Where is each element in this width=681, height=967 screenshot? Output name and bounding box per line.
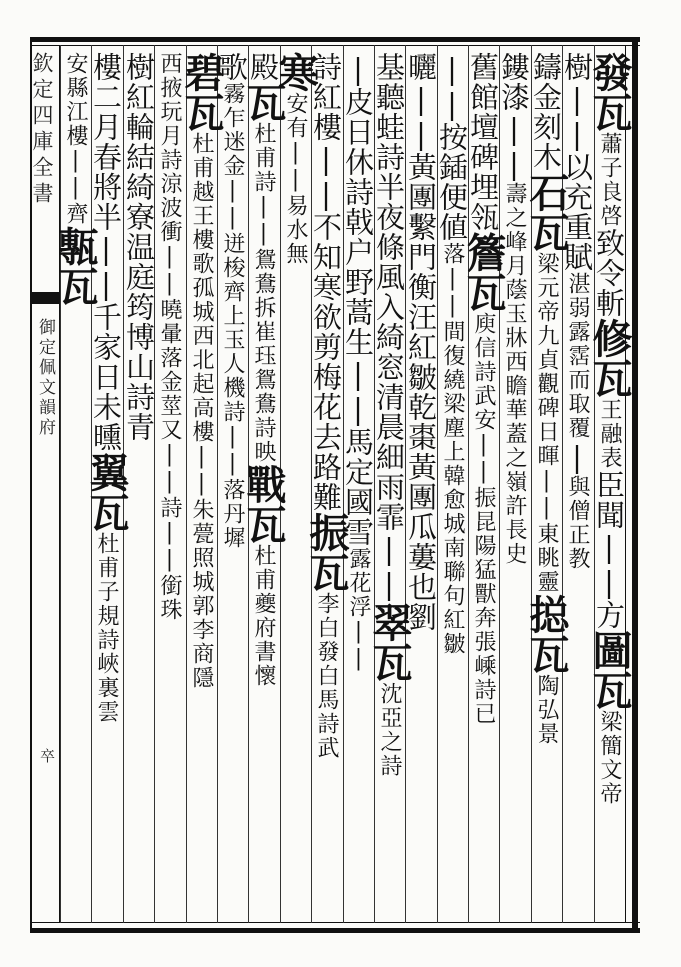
annotation-text: 落||間復繞梁塵上韓愈城南聯句紅皺 — [440, 242, 465, 656]
annotation-text: 梁簡文帝 — [597, 710, 622, 806]
annotation-text: 杜甫子規詩峽裏雲 — [94, 532, 119, 724]
annotation-text: 陶弘景 — [534, 674, 559, 746]
frame-top-rule — [30, 37, 640, 42]
body-text: 臣聞| — [592, 470, 626, 565]
annotation-text: 安縣江樓||齊 — [63, 52, 88, 226]
body-text: |方 — [592, 565, 626, 630]
headword: 戰瓦 — [240, 464, 287, 544]
text-column — [303, 52, 350, 918]
annotation-text: 與僧正教 — [565, 475, 590, 571]
headword: 石瓦 — [523, 172, 570, 252]
annotation-text: 沈亞之詩 — [377, 682, 402, 778]
margin-subtitle: 御定佩文韻府 — [35, 318, 55, 438]
text-column — [215, 52, 249, 918]
body-text: 曬||黃團繫門衡汪紅皺乾棗黃團瓜蔞也劉 — [404, 52, 438, 632]
frame-top-inner-rule — [30, 45, 640, 46]
annotation-text: 李白發白馬詩武 — [314, 592, 339, 760]
annotation-text: 安有||易水無 — [283, 92, 308, 266]
text-column — [178, 52, 225, 918]
body-text: ||按鍤便値 — [435, 52, 469, 242]
annotation-text: 湛弱露霑而取覆 — [565, 272, 590, 440]
body-text: | — [560, 440, 594, 475]
text-column — [460, 52, 507, 918]
annotation-text: 露花浮|| — [346, 547, 371, 673]
body-text: 詩紅樓||不知寒欲剪梅花去路難 — [309, 52, 343, 512]
text-column — [155, 52, 184, 918]
headword: 瓦 — [240, 82, 287, 122]
body-text: |皮日休詩戟户野蒿生||馬定國雪 — [341, 52, 375, 547]
text-column — [404, 52, 438, 918]
body-text: 樓二月春將半||千家日未曛 — [89, 52, 123, 452]
text-column — [586, 52, 633, 918]
annotation-text: 杜甫詩||鴛鴦拆崔珏鴛鴦詩映 — [251, 122, 276, 464]
headword: 翼瓦 — [83, 452, 130, 532]
headword: 碧瓦 — [178, 52, 225, 132]
body-text: 基聽蛙詩半夜條風入綺窓清晨細雨霏|| — [372, 52, 406, 602]
annotation-text: 庾信詩武安||振昆陽猛獸奔張嵊詩已 — [471, 312, 496, 726]
annotation-text: 詩||落丹墀 — [220, 400, 245, 550]
text-column — [240, 52, 287, 918]
headword: 發瓦 — [586, 52, 633, 132]
body-text: 舊館壇碑埋瓴 — [466, 52, 500, 232]
headword: 搃瓦 — [523, 594, 570, 674]
text-column — [341, 52, 375, 918]
text-column — [366, 52, 413, 918]
text-column — [52, 52, 99, 918]
margin-title: 欽定四庫全書 — [30, 52, 54, 208]
frame-bottom-rule — [30, 928, 640, 933]
text-column — [497, 52, 531, 918]
body-text: 鏤漆|| — [497, 52, 531, 182]
annotation-text: 王融表 — [597, 398, 622, 470]
body-text: 樹||以充重賦 — [560, 52, 594, 272]
headword: 寒 — [272, 52, 319, 92]
body-text: 殿 — [246, 52, 280, 82]
margin-page-mark: 卒 — [38, 748, 56, 763]
body-text: 樹紅輪結綺寮温庭筠博山詩青 — [122, 52, 156, 442]
annotation-text: 霧乍迷金||迸梭齊上玉人機 — [220, 82, 245, 400]
headword: 振瓦 — [303, 512, 350, 592]
text-column — [523, 52, 570, 918]
annotation-text: 杜甫越王樓歌孤城西北起高樓||朱甍照城郭李商隱 — [189, 132, 214, 690]
body-text: 歌 — [215, 52, 249, 82]
headword: 簷瓦 — [460, 232, 507, 312]
headword: 修瓦 — [586, 318, 633, 398]
frame-right-rule — [632, 37, 638, 933]
annotation-text: 壽之峰月蔭玉牀西瞻華蓋之嶺 — [502, 182, 527, 494]
text-column — [435, 52, 469, 918]
headword: 圖瓦 — [586, 630, 633, 710]
frame-bottom-inner-rule — [30, 922, 640, 923]
annotation-text: 許長史 — [502, 494, 527, 566]
headword: 甎瓦 — [52, 226, 99, 306]
body-text: 致令斬 — [592, 228, 626, 318]
headword: 翠瓦 — [366, 602, 413, 682]
annotation-text: 梁元帝九貞觀碑日暉||東眺靈 — [534, 252, 559, 594]
body-text: 鑄金刻木 — [529, 52, 563, 172]
text-column — [83, 52, 130, 918]
annotation-text: 西掖玩月詩涼波衝||曉暈落金莖又||詩||銜珠 — [157, 52, 182, 622]
annotation-text: 杜甫夔府書懷 — [251, 544, 276, 688]
annotation-text: 蕭子良啓 — [597, 132, 622, 228]
